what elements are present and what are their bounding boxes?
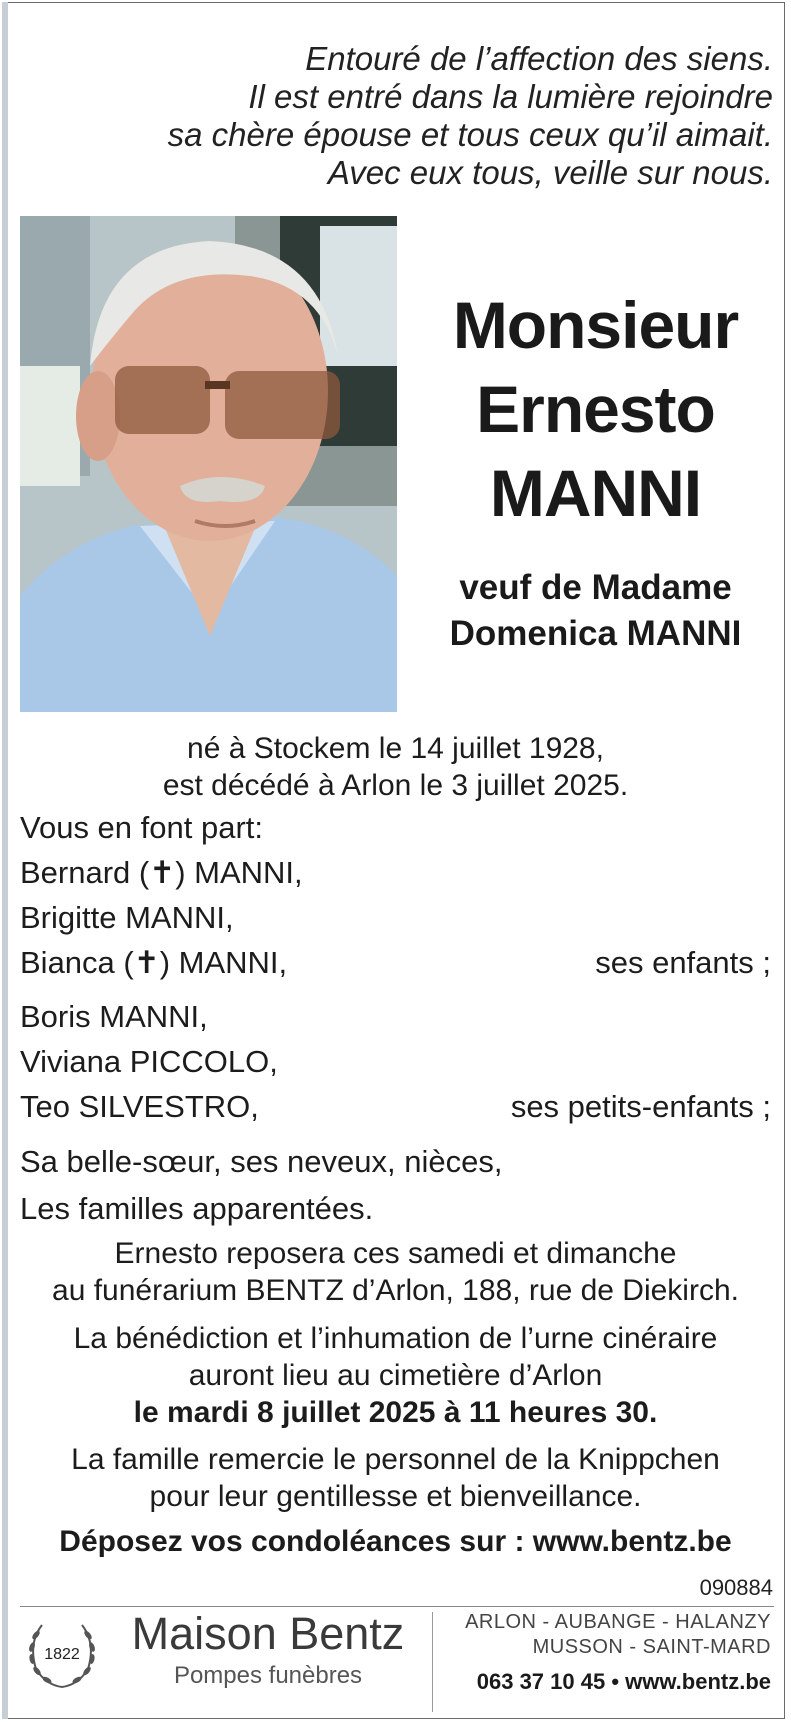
locations-line: ARLON - AUBANGE - HALANZY [465,1611,771,1633]
children-role: ses enfants ; [595,945,771,980]
ceremony-line: auront lieu au cimetière d’Arlon [188,1359,603,1392]
seal-year: 1822 [44,1646,80,1663]
rest-line: Ernesto reposera ces samedi et dimanche [114,1237,677,1270]
verse-line: Entouré de l’affection des siens. [305,40,773,77]
ceremony-date: le mardi 8 juillet 2025 à 11 heures 30. [133,1396,658,1429]
child-entry: Brigitte MANNI, [20,900,234,935]
rest-line: au funérarium BENTZ d’Arlon, 188, rue de Diekirch. [52,1274,739,1307]
widow-notice [400,565,791,657]
child-entry [20,943,287,983]
family-line: Les familles apparentées. [20,1191,374,1226]
child-entry [20,853,303,893]
child-name-part: Bernard ( [20,855,150,890]
child-name-part: Bianca ( [20,945,134,980]
contact-info[interactable]: 063 37 10 45 • www.bentz.be [476,1669,771,1694]
brand-name: Maison Bentz [131,1608,405,1659]
child-name-part: ) MANNI, [175,855,303,890]
portrait-illustration [20,216,397,712]
birth-line: né à Stockem le 14 juillet 1928, [187,732,604,765]
brand-tagline: Pompes funèbres [173,1662,363,1689]
condolences-link[interactable]: Déposez vos condoléances sur : www.bentz.be [59,1525,732,1558]
locations [431,1610,771,1660]
portrait-photo [20,216,397,712]
left-stripe [2,2,8,1719]
verse-line: sa chère épouse et tous ceux qu’il aimait. [167,116,773,153]
announce-label: Vous en font part: [20,810,264,845]
grandchild-entry: Viviana PICCOLO, [20,1044,278,1079]
deceased-name [400,283,791,535]
grandchildren-role: ses petits-enfants ; [510,1089,771,1124]
opening-verse [53,40,773,192]
child-name-part: ) MANNI, [159,945,288,980]
footer-divider [20,1606,774,1607]
cross-icon: ✝ [149,855,176,890]
locations-line: MUSSON - SAINT-MARD [532,1636,771,1658]
reference-number: 090884 [699,1575,773,1600]
widow-line: veuf de Madame [459,568,732,607]
verse-line: Il est entré dans la lumière rejoindre [248,78,773,115]
grandchild-entry: Boris MANNI, [20,999,208,1034]
family-line: Sa belle-sœur, ses neveux, nièces, [20,1144,503,1179]
cross-icon: ✝ [133,945,160,980]
title-honorific: Monsieur [452,288,739,362]
first-name: Ernesto [476,372,715,446]
death-line: est décédé à Arlon le 3 juillet 2025. [162,769,629,802]
verse-line: Avec eux tous, veille sur nous. [327,154,773,191]
last-name: MANNI [489,456,702,530]
ceremony-line: La bénédiction et l’inhumation de l’urne cinéraire [73,1322,718,1355]
laurel-seal-icon [22,1613,102,1693]
grandchild-entry: Teo SILVESTRO, [20,1089,259,1124]
thanks-line: pour leur gentillesse et bienveillance. [149,1480,642,1513]
spouse-name: Domenica MANNI [449,614,742,653]
thanks-line: La famille remercie le personnel de la Knippchen [71,1443,720,1476]
